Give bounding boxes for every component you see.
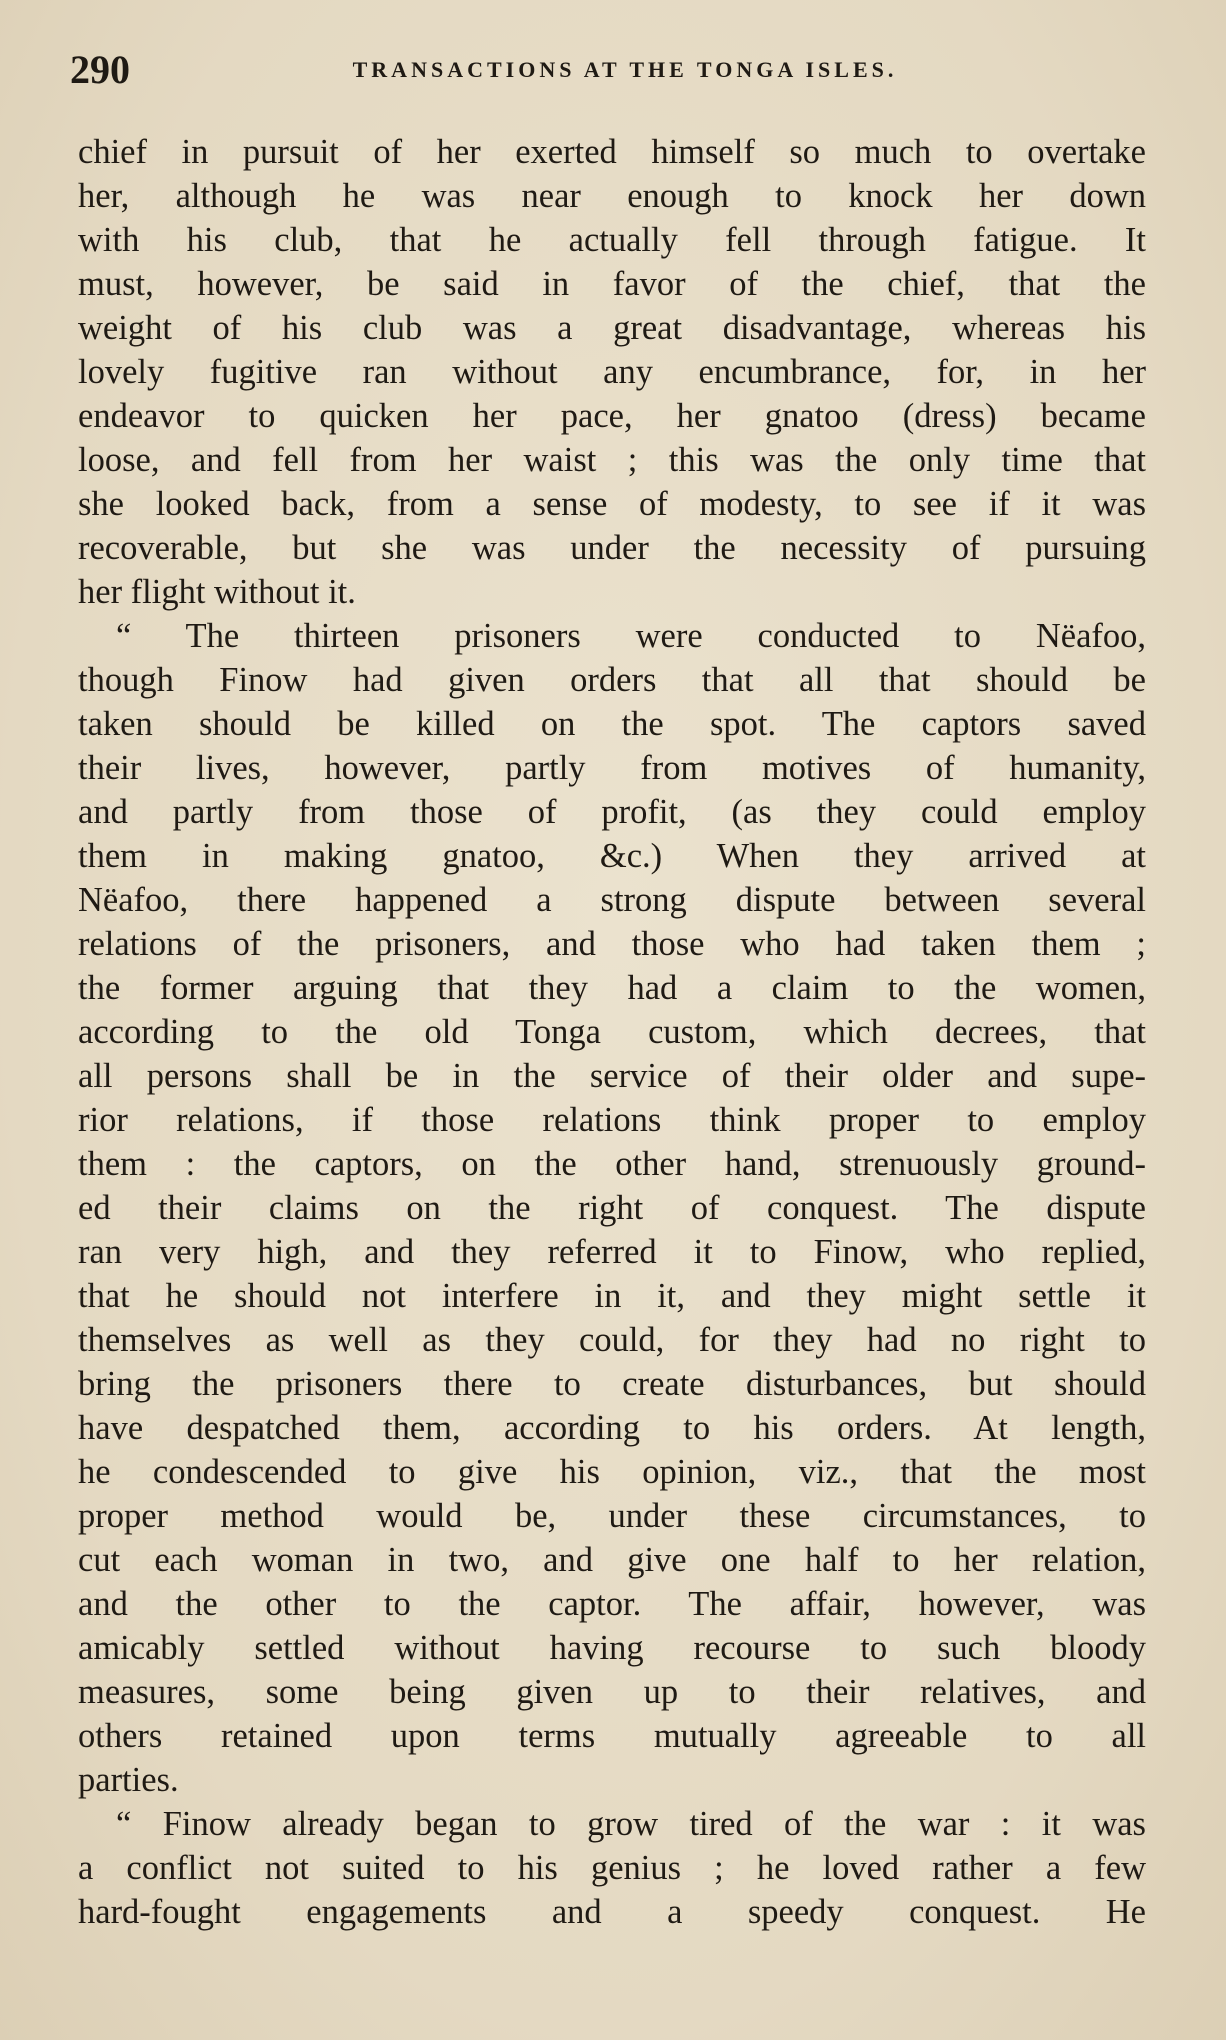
- text-line: weight of his club was a great disadvantage, whereas his: [78, 309, 1146, 347]
- text-line: recoverable, but she was under the necessity of pursuing: [78, 529, 1146, 567]
- text-line: loose, and fell from her waist ; this was the only time that: [78, 441, 1146, 479]
- text-line: “ Finow already began to grow tired of the war : it was: [116, 1805, 1146, 1843]
- text-line: Nëafoo, there happened a strong dispute between several: [78, 881, 1146, 919]
- text-line: proper method would be, under these circumstances, to: [78, 1497, 1146, 1535]
- text-line: a conflict not suited to his genius ; he loved rather a few: [78, 1849, 1146, 1887]
- page-header: [70, 44, 1150, 96]
- text-line: bring the prisoners there to create disturbances, but should: [78, 1365, 1146, 1403]
- text-line: and partly from those of profit, (as they could employ: [78, 793, 1146, 831]
- text-line: others retained upon terms mutually agreeable to all: [78, 1717, 1146, 1755]
- page-number: 290: [70, 47, 130, 92]
- text-line: ran very high, and they referred it to Finow, who replied,: [78, 1233, 1146, 1271]
- text-line: have despatched them, according to his orders. At length,: [78, 1409, 1146, 1447]
- body-text: [78, 130, 1146, 1934]
- text-line: their lives, however, partly from motives of humanity,: [78, 749, 1146, 787]
- text-line: taken should be killed on the spot. The captors saved: [78, 705, 1146, 743]
- text-line: endeavor to quicken her pace, her gnatoo (dress) became: [78, 397, 1146, 435]
- text-line: rior relations, if those relations think proper to employ: [78, 1101, 1146, 1139]
- text-line: her, although he was near enough to knock her down: [78, 177, 1146, 215]
- text-line: relations of the prisoners, and those who had taken them ;: [78, 925, 1146, 963]
- text-line: “ The thirteen prisoners were conducted to Nëafoo,: [116, 617, 1146, 655]
- text-line: according to the old Tonga custom, which decrees, that: [78, 1013, 1146, 1051]
- text-line: amicably settled without having recourse to such bloody: [78, 1629, 1146, 1667]
- text-line: themselves as well as they could, for they had no right to: [78, 1321, 1146, 1359]
- text-line: them in making gnatoo, &c.) When they arrived at: [78, 837, 1146, 875]
- text-line: her flight without it.: [78, 573, 356, 611]
- text-line: hard-fought engagements and a speedy conquest. He: [78, 1893, 1146, 1931]
- text-line: must, however, be said in favor of the chief, that the: [78, 265, 1146, 303]
- text-line: and the other to the captor. The affair, however, was: [78, 1585, 1146, 1623]
- text-line: cut each woman in two, and give one half to her relation,: [78, 1541, 1146, 1579]
- text-line: measures, some being given up to their relatives, and: [78, 1673, 1146, 1711]
- text-line: the former arguing that they had a claim to the women,: [78, 969, 1146, 1007]
- running-head: TRANSACTIONS AT THE TONGA ISLES.: [352, 57, 898, 82]
- text-line: lovely fugitive ran without any encumbrance, for, in her: [78, 353, 1146, 391]
- text-line: though Finow had given orders that all that should be: [78, 661, 1146, 699]
- text-line: that he should not interfere in it, and they might settle it: [78, 1277, 1146, 1315]
- text-line: all persons shall be in the service of their older and supe-: [78, 1057, 1146, 1095]
- text-line: parties.: [78, 1761, 179, 1799]
- text-line: she looked back, from a sense of modesty, to see if it was: [78, 485, 1146, 523]
- text-line: with his club, that he actually fell through fatigue. It: [78, 221, 1146, 259]
- text-line: he condescended to give his opinion, viz., that the most: [78, 1453, 1146, 1491]
- text-line: ed their claims on the right of conquest. The dispute: [78, 1189, 1146, 1227]
- text-line: them : the captors, on the other hand, strenuously ground-: [78, 1145, 1146, 1183]
- text-line: chief in pursuit of her exerted himself so much to overtake: [78, 133, 1146, 171]
